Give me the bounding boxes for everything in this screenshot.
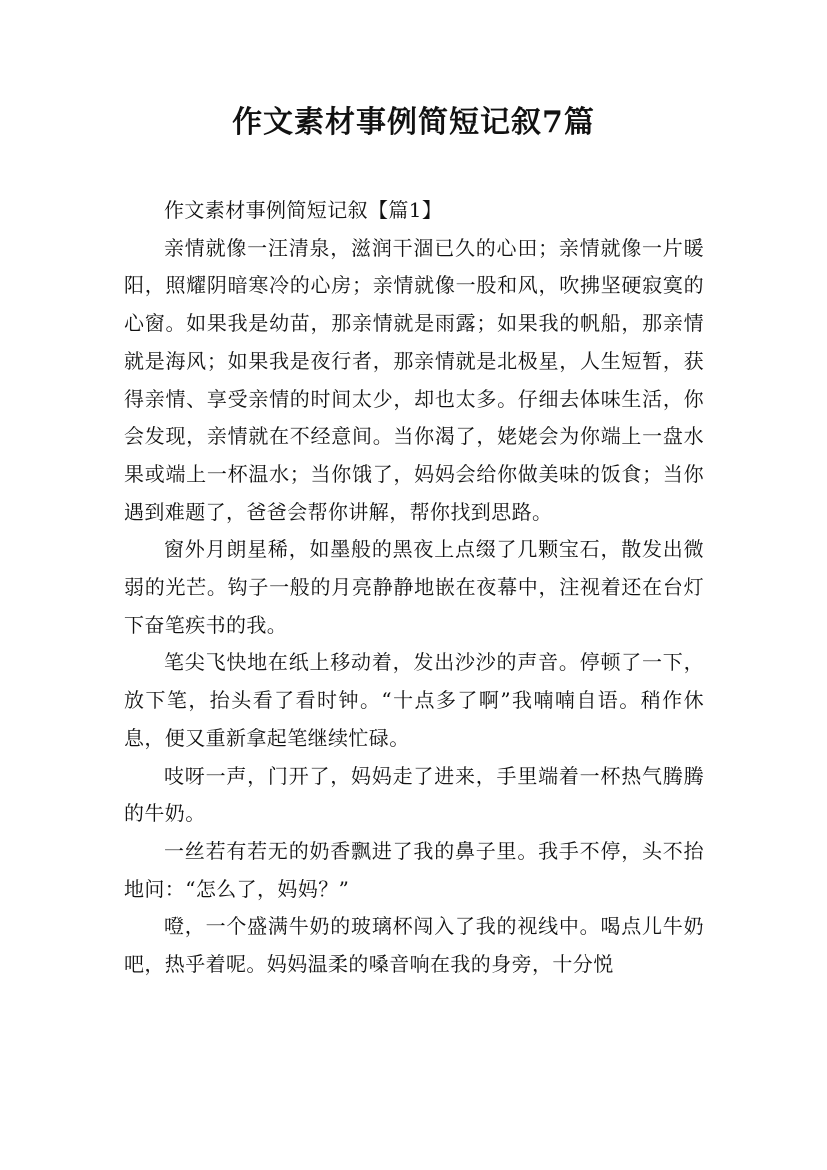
document-body [124,192,704,984]
paragraph: 窗外月朗星稀，如墨般的黑夜上点缀了几颗宝石，散发出微弱的光芒。钩子一般的月亮静静地嵌在夜幕中，注视着还在台灯下奋笔疾书的我。 [124,537,704,637]
document-title: 作文素材事例简短记叙7篇 [232,105,595,140]
paragraph: 噔，一个盛满牛奶的玻璃杯闯入了我的视线中。喝点儿牛奶吧，热乎着呢。妈妈温柔的嗓音响在我的身旁，十分悦 [124,914,704,977]
paragraph: 亲情就像一汪清泉，滋润干涸已久的心田；亲情就像一片暖阳，照耀阴暗寒冷的心房；亲情就像一股和风，吹拂坚硬寂寞的心窗。如果我是幼苗，那亲情就是雨露；如果我的帆船，那亲情就是海风；如果我是夜行者，那亲情就是北极星，人生短暂，获得亲情、享受亲情的时间太少，却也太多。仔细去体味生活，你会发现，亲情就在不经意间。当你渴了，姥姥会为你端上一盘水果或端上一杯温水；当你饿了，妈妈会给你做美味的饭食；当你遇到难题了，爸爸会帮你讲解，帮你找到思路。 [124,235,704,524]
paragraph: 笔尖飞快地在纸上移动着，发出沙沙的声音。停顿了一下，放下笔，抬头看了看时钟。“十点多了啊”我喃喃自语。稍作休息，便又重新拿起笔继续忙碌。 [124,650,704,750]
paragraph: 一丝若有若无的奶香飘进了我的鼻子里。我手不停，头不抬地问：“怎么了，妈妈？” [124,838,704,901]
paragraph: 吱呀一声，门开了，妈妈走了进来，手里端着一杯热气腾腾的牛奶。 [124,763,704,826]
section-heading: 作文素材事例简短记叙【篇1】 [164,198,443,222]
